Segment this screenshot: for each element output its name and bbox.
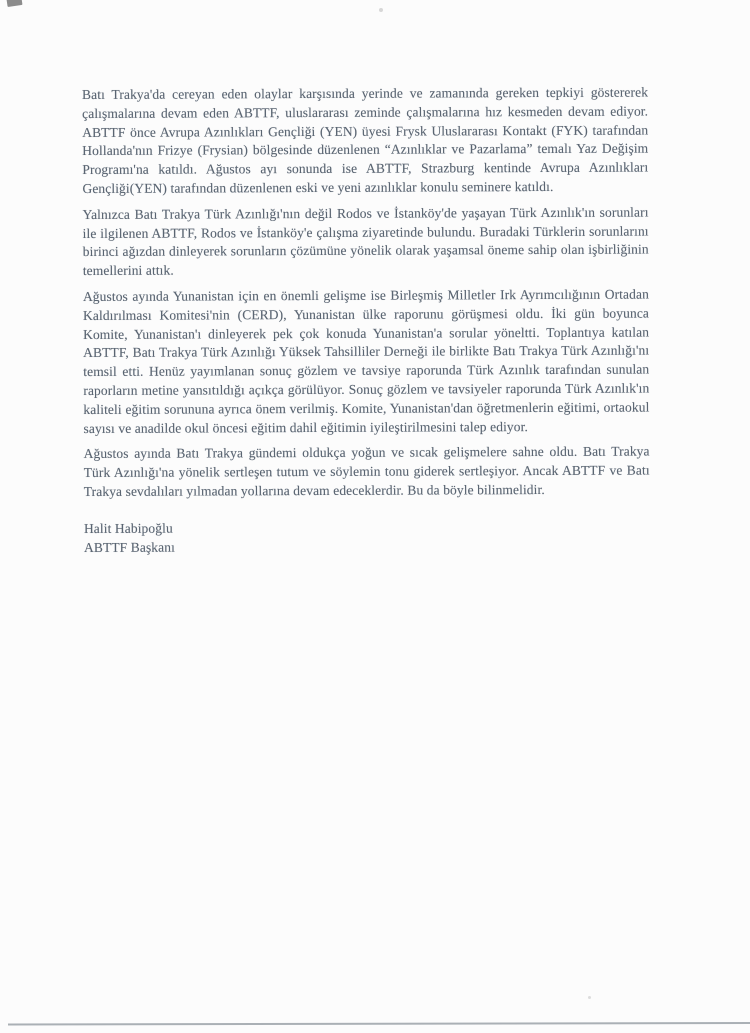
paragraph-2: Yalnızca Batı Trakya Türk Azınlığı'nın değil Rodos ve İstanköy'de yaşayan Türk Azınlık'ın sorunları ile ilgilenen ABTTF, Rodos ve İstanköy'e çalışma ziyaretinde bulundu. Buradaki Türklerin sorunlarını birinci ağızdan dinleyerek sorunların çözümüne yönelik olarak yaşamsal öneme sahip olan işbirliğinin temellerini attık. (82, 204, 649, 279)
paragraph-3: Ağustos ayında Yunanistan için en önemli gelişme ise Birleşmiş Milletler Irk Ayrımcılığının Ortadan Kaldırılması Komitesi'nin (CERD), Yunanistan ülke raporunu görüşmesi oldu. İki gün boyunca Komite, Yunanistan'ı dinleyerek pek çok konuda Yunanistan'a sorular yöneltti. Toplantıya katılan ABTTF, Batı Trakya Türk Azınlığı Yüksek Tahsilliler Derneği ile birlikte Batı Trakya Türk Azınlığı'nı temsil etti. Henüz yayımlanan sonuç gözlem ve tavsiye raporunda Türk Azınlık tarafından sunulan raporların metine yansıtıldığı açıkça görülüyor. Sonuç gözlem ve tavsiyeler raporunda Türk Azınlık'ın kaliteli eğitim sorununa ayrıca önem verilmiş. Komite, Yunanistan'dan öğretmenlerin eğitimi, ortaokul sayısı ve anadilde okul öncesi eğitim dahil eğitimin iyileştirilmesini talep ediyor. (82, 286, 650, 436)
scan-edge-line (8, 1022, 750, 1025)
paragraph-4: Ağustos ayında Batı Trakya gündemi oldukça yoğun ve sıcak gelişmelere sahne oldu. Batı Trakya Türk Azınlığı'na yönelik sertleşen tutum ve söylemin tonu giderek sertleşiyor. Ancak ABTTF ve Batı Trakya sevdalıları yılmadan yollarına devam edeceklerdir. Bu da böyle bilinmelidir. (83, 443, 650, 499)
signature-title: ABTTF Başkanı (83, 539, 175, 555)
signature-block (84, 517, 650, 557)
letter-body (82, 84, 650, 558)
scan-smudge-top-left (7, 0, 23, 7)
paragraph-1: Batı Trakya'da cereyan eden olaylar karşısında yerinde ve zamanında gereken tepkiyi göstererek çalışmalarına devam eden ABTTF, uluslararası zeminde çalışmalarına hız kesmeden devam ediyor. ABTTF önce Avrupa Azınlıkları Gençliği (YEN) üyesi Frysk Uluslararası Kontakt (FYK) tarafından Hollanda'nın Frizye (Frysian) bölgesinde düzenlenen “Azınlıklar ve Pazarlama” temalı Yaz Değişim Programı'na katıldı. Ağustos ayı sonunda ise ABTTF, Strazburg kentinde Avrupa Azınlıkları Gençliği(YEN) tarafından düzenlenen eski ve yeni azınlıklar konulu seminere katıldı. (82, 84, 649, 196)
scan-speck-small (588, 996, 591, 999)
signature-name: Halit Habipoğlu (83, 520, 173, 536)
scan-speck (379, 8, 383, 12)
